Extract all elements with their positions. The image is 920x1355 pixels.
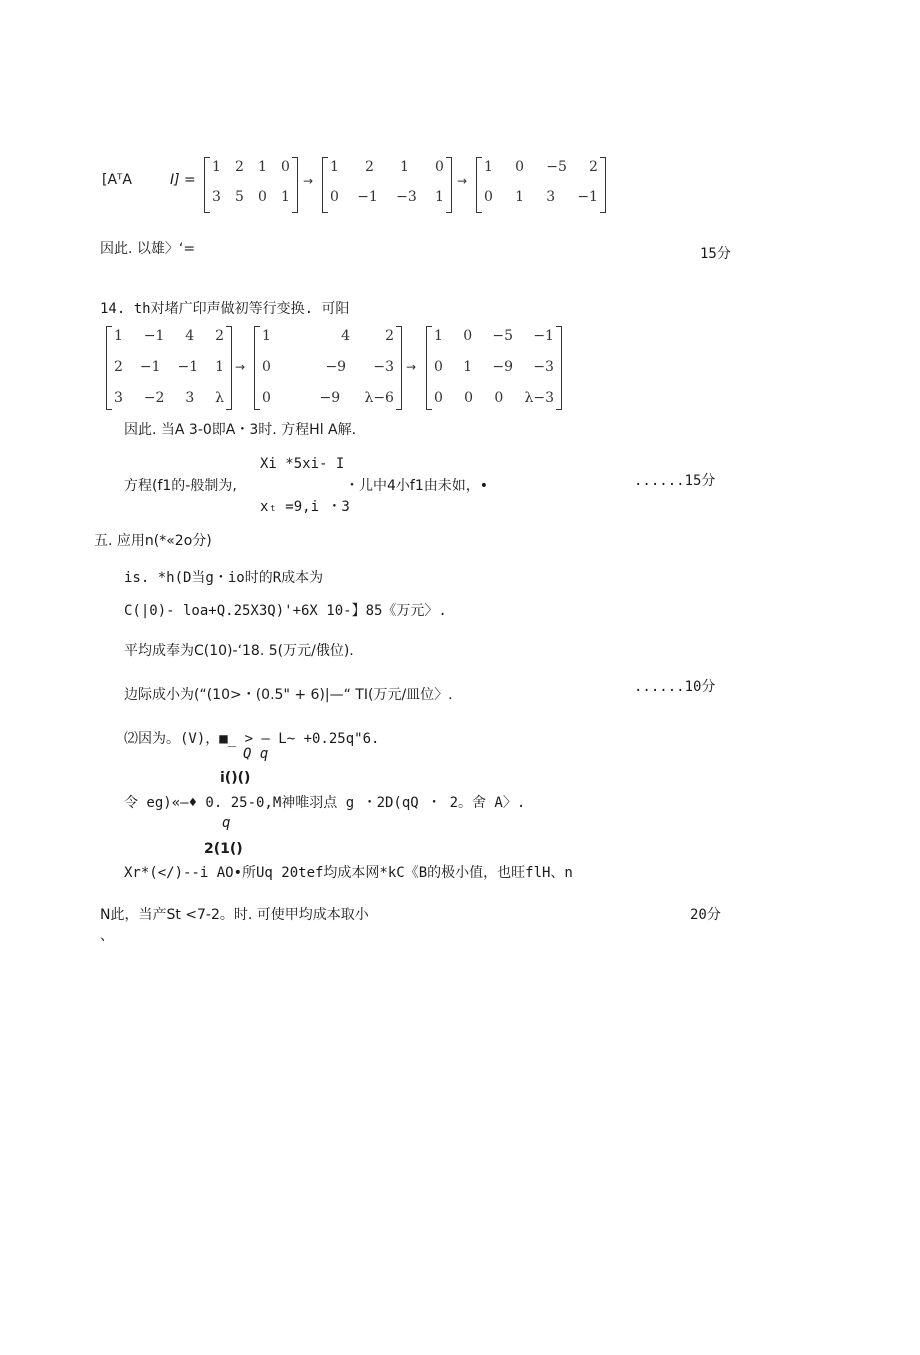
line-l: 、 (100, 928, 114, 944)
line-k: N此，当产St <7-2。时. 可使甲均成本取小 (100, 907, 369, 923)
eq1-lhs: [AᵀA (102, 172, 133, 188)
matrix-1: 1 2 1 0 3 5 0 1 (204, 157, 298, 211)
arrow-4: → (406, 360, 417, 374)
line-c: 方程(f1的-般制为, (124, 478, 237, 494)
line-h: ⑵因为。(V)，■_ > — L~ +0.25q"6. (124, 731, 380, 747)
line-g: 边际成小为(“(10>・(0.5" + 6)|—“ TI(万元/皿位〉. (124, 687, 453, 703)
score-k: 20分 (690, 907, 721, 923)
frac-top: Xi *5xi- I (260, 456, 345, 472)
section-5-heading: 五. 应用n(*«2o分) (94, 533, 212, 549)
line-i-sub: q (222, 815, 231, 831)
line-d: is. *h(D当g・io时的R成本为 (124, 570, 324, 586)
arrow-2: → (457, 174, 468, 188)
score-c: ......15分 (634, 473, 716, 489)
matrix-3: 1 0 −5 2 0 1 3 −1 (476, 157, 606, 211)
matrix-5: 1 4 2 0 −9 −3 0 −9 λ−6 (254, 326, 402, 408)
line-j: Xr*(</)--i AO•所Uq 20tef均成本网*kC《B的极小值，也旺flH、n (124, 865, 573, 881)
line-h-sub: Q q (243, 746, 269, 762)
score-g: ......10分 (634, 679, 716, 695)
frac-bot: xₜ =9,i ・3 (260, 499, 350, 515)
matrix-6: 1 0 −5 −1 0 1 −9 −3 0 0 0 λ−3 (426, 326, 562, 408)
line-j-top: 2(1() (204, 841, 243, 857)
eq1-lhs2: I] = (170, 172, 196, 188)
line-f: 平均成奉为C(10)-‘18. 5(万元/俄位). (124, 643, 354, 659)
q14-heading: 14. th对堵广印声做初等行变换. 可阳 (100, 301, 350, 317)
arrow-1: → (303, 174, 314, 188)
line-b: 因此. 当A 3-0即A・3时. 方程Hl A解. (124, 422, 357, 438)
line-c2: ・儿中4小f1由未如，• (345, 478, 489, 494)
arrow-3: → (235, 360, 246, 374)
matrix-2: 1 2 1 0 0 −1 −3 1 (322, 157, 452, 211)
line-i-top: i()() (220, 770, 251, 786)
score-a: 15分 (700, 246, 731, 262)
line-e: C(|0)- loa+Q.25X3Q)'+6X 10-】85《万元〉. (124, 603, 447, 619)
line-a: 因此. 以雄〉‘= (100, 241, 196, 257)
matrix-4: 1 −1 4 2 2 −1 −1 1 3 −2 3 λ (106, 326, 232, 408)
line-i: 令 eg)«—♦ 0. 25-0,M神唯羽点 g ・2D(qQ ・ 2。舍 A〉. (124, 795, 526, 811)
